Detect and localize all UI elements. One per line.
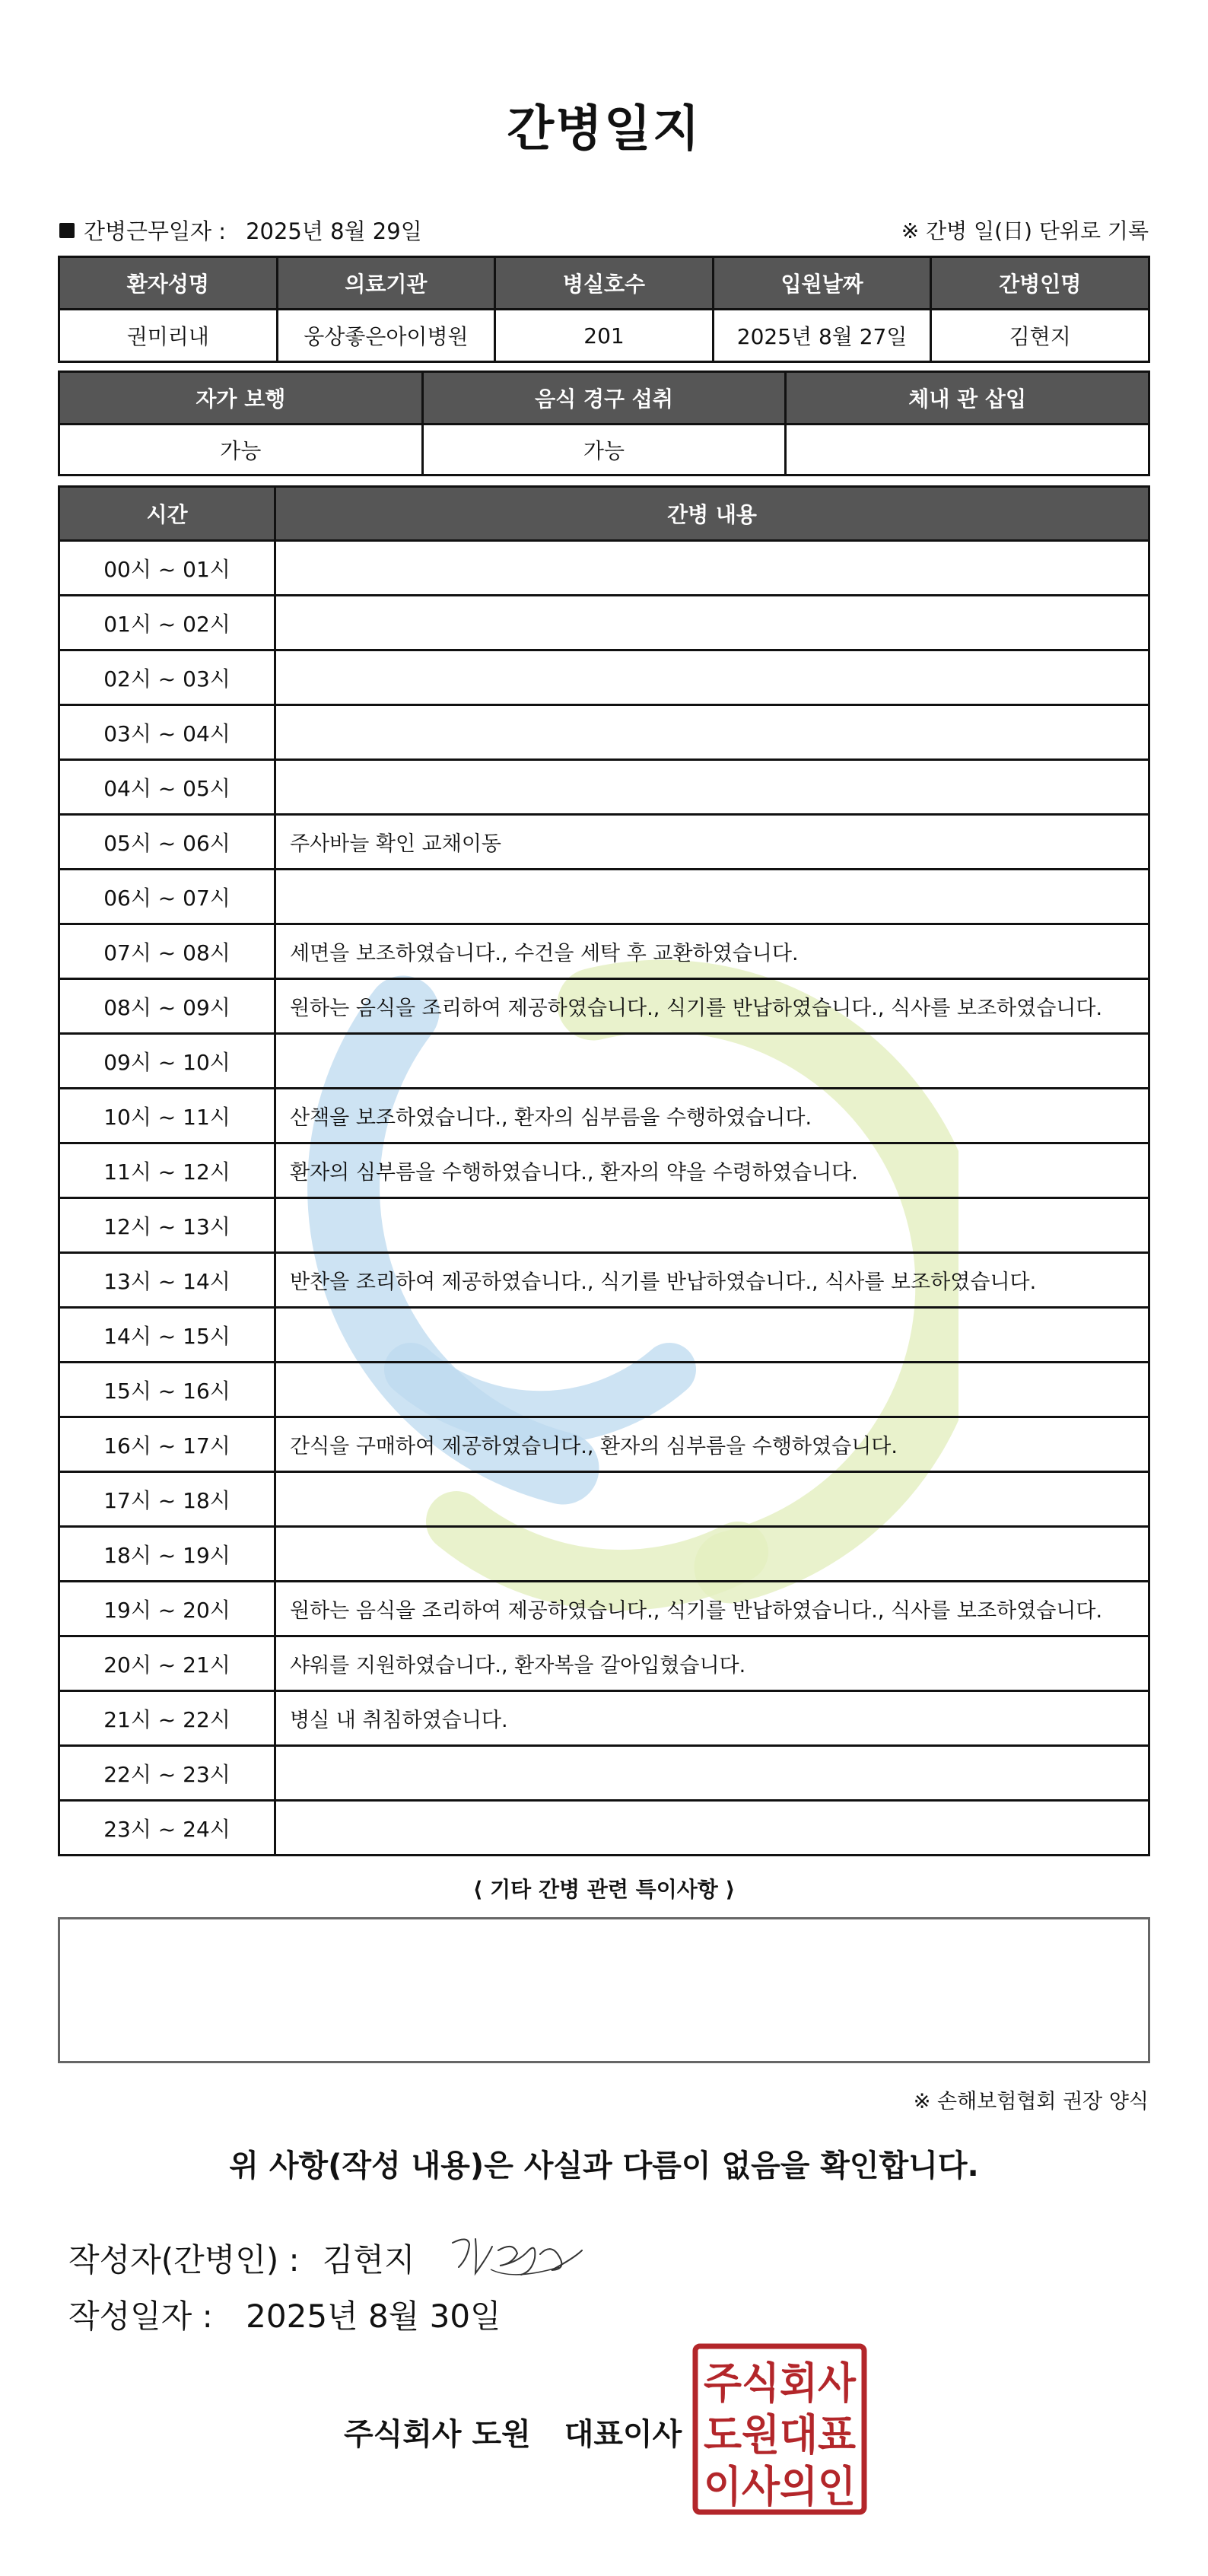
svg-text:이사의인: 이사의인: [704, 2463, 856, 2512]
content-header: 간병 내용: [275, 487, 1149, 541]
log-time: 12시 ~ 13시: [59, 1198, 275, 1253]
log-row: [59, 1527, 1149, 1582]
log-time: 02시 ~ 03시: [59, 650, 275, 705]
log-row: [59, 1582, 1149, 1636]
log-row: [59, 1143, 1149, 1198]
patient-info-table: [58, 256, 1150, 363]
square-bullet-icon: [59, 223, 75, 238]
log-time: 17시 ~ 18시: [59, 1472, 275, 1527]
log-content: [275, 705, 1149, 760]
write-date-value: 2025년 8월 30일: [246, 2298, 501, 2335]
log-row: [59, 541, 1149, 596]
care-date: [59, 215, 422, 246]
log-time: 19시 ~ 20시: [59, 1582, 275, 1636]
log-content: 반찬을 조리하여 제공하였습니다., 식기를 반납하였습니다., 식사를 보조하였습니다.: [275, 1253, 1149, 1308]
log-time: 16시 ~ 17시: [59, 1417, 275, 1472]
write-date-line: [68, 2291, 501, 2337]
care-date-value: 2025년 8월 29일: [246, 218, 422, 244]
log-row: [59, 1472, 1149, 1527]
tube-value: [786, 425, 1149, 475]
log-time: 20시 ~ 21시: [59, 1636, 275, 1691]
log-content: 주사바늘 확인 교채이동: [275, 815, 1149, 870]
log-content: 환자의 심부름을 수행하였습니다., 환자의 약을 수령하였습니다.: [275, 1143, 1149, 1198]
caregiver-header: 간병인명: [931, 257, 1149, 310]
log-row: [59, 650, 1149, 705]
oral-intake-value: 가능: [422, 425, 786, 475]
document-title: 간병일지: [507, 101, 701, 157]
log-time: 18시 ~ 19시: [59, 1527, 275, 1582]
log-time: 15시 ~ 16시: [59, 1363, 275, 1417]
log-content: [275, 596, 1149, 650]
log-row: [59, 1417, 1149, 1472]
caregiver-name: 김현지: [931, 310, 1149, 362]
log-time: 22시 ~ 23시: [59, 1746, 275, 1801]
room-header: 병실호수: [495, 257, 714, 310]
log-row: [59, 1801, 1149, 1856]
log-row: [59, 1636, 1149, 1691]
log-row: [59, 870, 1149, 924]
log-time: 01시 ~ 02시: [59, 596, 275, 650]
log-row: [59, 1363, 1149, 1417]
writer-name: 김현지: [322, 2241, 415, 2279]
admission-date-header: 입원날짜: [713, 257, 931, 310]
svg-text:도원대표: 도원대표: [704, 2411, 856, 2460]
write-date-label: 작성일자 :: [68, 2298, 213, 2335]
log-row: [59, 1308, 1149, 1363]
log-content: 원하는 음식을 조리하여 제공하였습니다., 식기를 반납하였습니다., 식사를 보조하였습니다.: [275, 1582, 1149, 1636]
log-content: 샤워를 지원하였습니다., 환자복을 갈아입혔습니다.: [275, 1636, 1149, 1691]
admission-date: 2025년 8월 27일: [713, 310, 931, 362]
log-row: [59, 705, 1149, 760]
walking-header: 자가 보행: [59, 372, 423, 425]
log-content: 병실 내 취침하였습니다.: [275, 1691, 1149, 1746]
log-content: [275, 870, 1149, 924]
time-header: 시간: [59, 487, 275, 541]
tube-header: 체내 관 삽입: [786, 372, 1149, 425]
patient-name: 권미리내: [59, 310, 278, 362]
log-content: [275, 760, 1149, 815]
log-content: 간식을 구매하여 제공하였습니다., 환자의 심부름을 수행하였습니다.: [275, 1417, 1149, 1472]
log-content: [275, 1472, 1149, 1527]
confirmation-statement: 위 사항(작성 내용)은 사실과 다름이 없음을 확인합니다.: [229, 2148, 979, 2183]
log-row: [59, 596, 1149, 650]
log-content: [275, 1034, 1149, 1089]
log-content: [275, 1363, 1149, 1417]
log-row: [59, 815, 1149, 870]
writer-line: [68, 2228, 590, 2288]
log-content: 세면을 보조하였습니다., 수건을 세탁 후 교환하였습니다.: [275, 924, 1149, 979]
log-time: 03시 ~ 04시: [59, 705, 275, 760]
svg-text:주식회사: 주식회사: [704, 2359, 857, 2409]
log-time: 13시 ~ 14시: [59, 1253, 275, 1308]
company-line: [344, 2410, 682, 2454]
unit-note: ※ 간병 일(日) 단위로 기록: [901, 218, 1149, 243]
log-row: [59, 1691, 1149, 1746]
company-seal-icon: [692, 2343, 867, 2515]
care-date-label: 간병근무일자 :: [84, 218, 227, 244]
care-log-table: [58, 485, 1150, 1856]
signature-icon: [445, 2228, 590, 2288]
hospital-header: 의료기관: [277, 257, 495, 310]
notes-title: ⟨ 기타 간병 관련 특이사항 ⟩: [472, 1877, 736, 1902]
patient-name-header: 환자성명: [59, 257, 278, 310]
log-time: 14시 ~ 15시: [59, 1308, 275, 1363]
log-time: 04시 ~ 05시: [59, 760, 275, 815]
form-note: ※ 손해보험협회 권장 양식: [913, 2090, 1149, 2113]
log-row: [59, 760, 1149, 815]
log-content: [275, 1527, 1149, 1582]
log-content: 원하는 음식을 조리하여 제공하였습니다., 식기를 반납하였습니다., 식사를 보조하였습니다.: [275, 979, 1149, 1034]
log-row: [59, 1253, 1149, 1308]
notes-box: [58, 1917, 1150, 2063]
hospital-name: 웅상좋은아이병원: [277, 310, 495, 362]
log-row: [59, 1089, 1149, 1143]
oral-intake-header: 음식 경구 섭취: [422, 372, 786, 425]
log-content: [275, 1308, 1149, 1363]
log-time: 10시 ~ 11시: [59, 1089, 275, 1143]
log-content: [275, 1746, 1149, 1801]
log-time: 05시 ~ 06시: [59, 815, 275, 870]
walking-value: 가능: [59, 425, 423, 475]
log-content: [275, 1198, 1149, 1253]
log-row: [59, 924, 1149, 979]
log-row: [59, 979, 1149, 1034]
log-time: 00시 ~ 01시: [59, 541, 275, 596]
log-row: [59, 1034, 1149, 1089]
log-row: [59, 1198, 1149, 1253]
log-time: 11시 ~ 12시: [59, 1143, 275, 1198]
log-time: 06시 ~ 07시: [59, 870, 275, 924]
log-content: [275, 650, 1149, 705]
log-time: 23시 ~ 24시: [59, 1801, 275, 1856]
log-content: 산책을 보조하였습니다., 환자의 심부름을 수행하였습니다.: [275, 1089, 1149, 1143]
log-time: 09시 ~ 10시: [59, 1034, 275, 1089]
room-number: 201: [495, 310, 714, 362]
writer-label: 작성자(간병인) :: [68, 2241, 300, 2279]
patient-status-table: [58, 370, 1150, 476]
log-content: [275, 1801, 1149, 1856]
representative-title: 대표이사: [564, 2417, 682, 2452]
log-time: 08시 ~ 09시: [59, 979, 275, 1034]
log-content: [275, 541, 1149, 596]
log-row: [59, 1746, 1149, 1801]
company-name: 주식회사 도원: [344, 2417, 531, 2452]
log-time: 07시 ~ 08시: [59, 924, 275, 979]
log-time: 21시 ~ 22시: [59, 1691, 275, 1746]
